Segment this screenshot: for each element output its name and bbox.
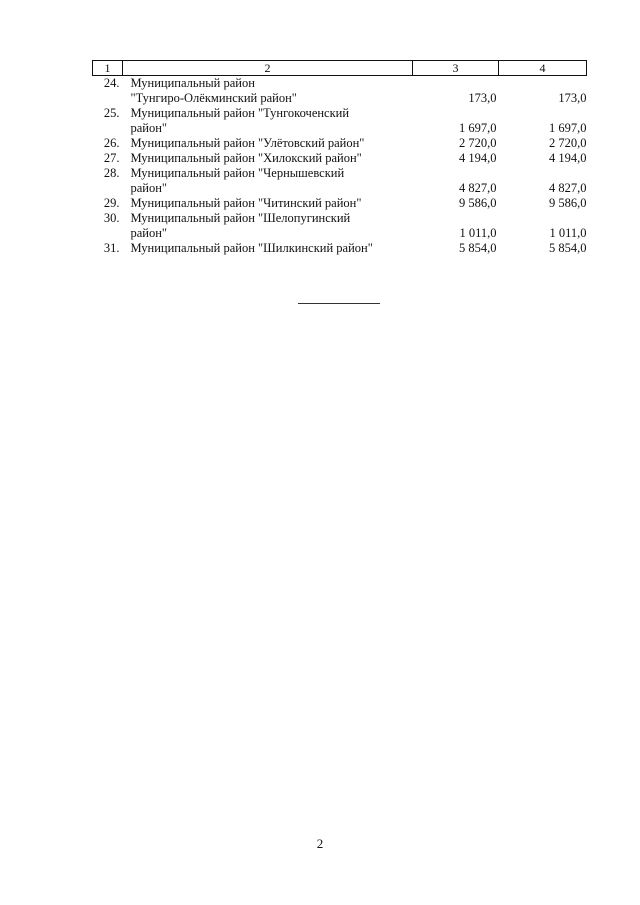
value-col-3: 4 194,0 [459, 151, 497, 165]
district-name-line: Муниципальный район "Шилкинский район" [130, 241, 373, 255]
page-number: 2 [316, 836, 324, 851]
value-col-3: 173,0 [468, 91, 497, 105]
district-name-line: Муниципальный район [130, 76, 255, 90]
value-col-4: 9 586,0 [549, 196, 587, 210]
value-col-4: 4 827,0 [549, 181, 587, 195]
district-name [123, 196, 413, 211]
end-rule [298, 303, 380, 304]
table-row [93, 211, 587, 241]
district-name-line: Муниципальный район "Чернышевский [130, 166, 345, 180]
district-name [123, 106, 413, 136]
district-name-line: район" [130, 226, 168, 240]
value-col-4: 1 011,0 [549, 226, 587, 240]
value-col-3: 9 586,0 [459, 196, 497, 210]
district-name [123, 211, 413, 241]
header-col-3: 3 [413, 61, 499, 76]
table-row [93, 241, 587, 256]
district-name-line: район" [130, 181, 168, 195]
value-col-3: 1 011,0 [459, 226, 497, 240]
district-name [123, 166, 413, 196]
row-number: 29. [103, 196, 120, 210]
value-col-3: 2 720,0 [459, 136, 497, 150]
row-number: 30. [103, 211, 120, 225]
row-number: 27. [103, 151, 120, 165]
row-number: 28. [103, 166, 120, 180]
value-col-4: 4 194,0 [549, 151, 587, 165]
table-row [93, 151, 587, 166]
district-name-line: Муниципальный район "Хилокский район" [130, 151, 362, 165]
value-col-4: 1 697,0 [549, 121, 587, 135]
district-name [123, 241, 413, 256]
row-number: 26. [103, 136, 120, 150]
district-name-line: Муниципальный район "Тунгокоченский [130, 106, 350, 120]
district-name-line: Муниципальный район "Улётовский район" [130, 136, 365, 150]
district-name [123, 76, 413, 107]
value-col-3: 1 697,0 [459, 121, 497, 135]
value-col-3: 5 854,0 [459, 241, 497, 255]
header-row [93, 61, 587, 76]
table-row [93, 166, 587, 196]
table-row [93, 106, 587, 136]
header-col-4: 4 [499, 61, 587, 76]
district-name-line: Муниципальный район "Читинский район" [130, 196, 362, 210]
value-col-4: 173,0 [558, 91, 587, 105]
district-name-line: Муниципальный район "Шелопугинский [130, 211, 351, 225]
table-row [93, 76, 587, 107]
header-col-2: 2 [123, 61, 413, 76]
district-name [123, 136, 413, 151]
budget-table [92, 60, 587, 256]
value-col-4: 2 720,0 [549, 136, 587, 150]
value-col-3: 4 827,0 [459, 181, 497, 195]
district-name-line: район" [130, 121, 168, 135]
value-col-4: 5 854,0 [549, 241, 587, 255]
table-row [93, 196, 587, 211]
district-name-line: "Тунгиро-Олёкминский район" [130, 91, 297, 105]
row-number: 24. [103, 76, 120, 90]
row-number: 25. [103, 106, 120, 120]
district-name [123, 151, 413, 166]
header-col-1: 1 [93, 61, 123, 76]
table-body [93, 76, 587, 257]
table-header [93, 61, 587, 76]
row-number: 31. [103, 241, 120, 255]
table-row [93, 136, 587, 151]
